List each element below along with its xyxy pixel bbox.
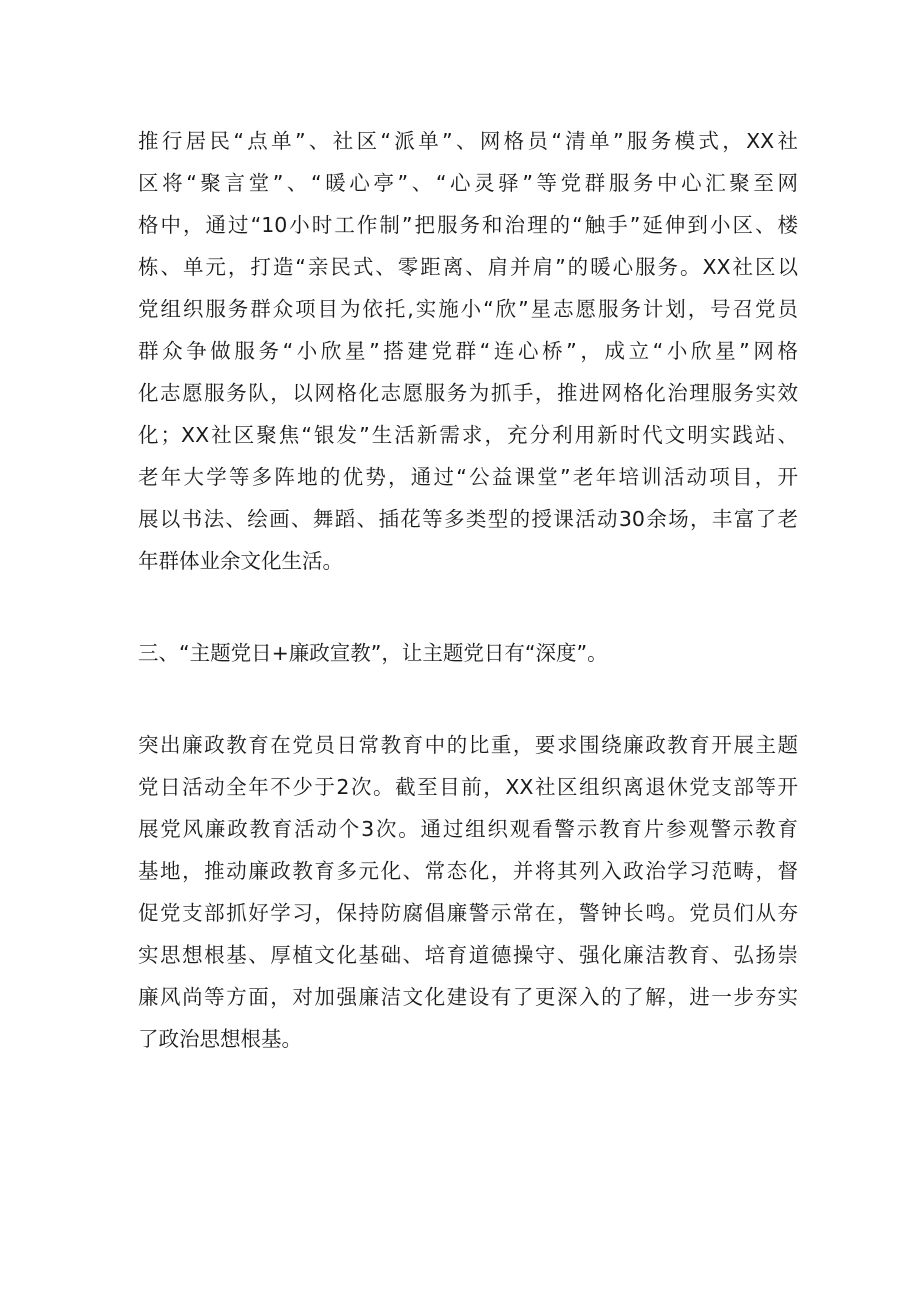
paragraph-line: 展党风廉政教育活动个3次。通过组织观看警示教育片参观警示教育 (138, 817, 798, 841)
section-heading: 三、“主题党日+廉政宣教”，让主题党日有“深度”。 (138, 641, 608, 665)
paragraph-line: 推行居民“点单”、社区“派单”、网格员“清单”服务模式，XX社 (138, 129, 798, 153)
paragraph-line: 化志愿服务队，以网格化志愿服务为抓手，推进网格化治理服务实效 (138, 381, 798, 405)
paragraph-line: 化；XX社区聚焦“银发”生活新需求，充分利用新时代文明实践站、 (138, 423, 798, 447)
paragraph-line: 促党支部抓好学习，保持防腐倡廉警示常在，警钟长鸣。党员们从夯 (138, 901, 798, 925)
paragraph-line: 实思想根基、厚植文化基础、培育道德操守、强化廉洁教育、弘扬崇 (138, 943, 798, 967)
paragraph-line: 了政治思想根基。 (138, 1027, 302, 1051)
paragraph-line: 廉风尚等方面，对加强廉洁文化建设有了更深入的了解，进一步夯实 (138, 985, 798, 1009)
paragraph-line: 党组织服务群众项目为依托,实施小“欣”星志愿服务计划，号召党员 (138, 297, 798, 321)
paragraph-line: 展以书法、绘画、舞蹈、插花等多类型的授课活动30余场，丰富了老 (138, 507, 798, 531)
paragraph-line: 区将“聚言堂”、“暖心亭”、“心灵驿”等党群服务中心汇聚至网 (138, 171, 798, 195)
paragraph-line: 年群体业余文化生活。 (138, 549, 343, 573)
paragraph-line: 基地，推动廉政教育多元化、常态化，并将其列入政治学习范畴，督 (138, 859, 798, 883)
paragraph-line: 格中，通过“10小时工作制”把服务和治理的“触手”延伸到小区、楼 (138, 213, 798, 237)
paragraph-line: 党日活动全年不少于2次。截至目前，XX社区组织离退休党支部等开 (138, 775, 798, 799)
paragraph-line: 突出廉政教育在党员日常教育中的比重，要求围绕廉政教育开展主题 (138, 733, 798, 757)
paragraph-line: 栋、单元，打造“亲民式、零距离、肩并肩”的暖心服务。XX社区以 (138, 255, 798, 279)
paragraph-line: 群众争做服务“小欣星”搭建党群“连心桥”，成立“小欣星”网格 (138, 339, 798, 363)
paragraph-line: 老年大学等多阵地的优势，通过“公益课堂”老年培训活动项目，开 (138, 465, 798, 489)
